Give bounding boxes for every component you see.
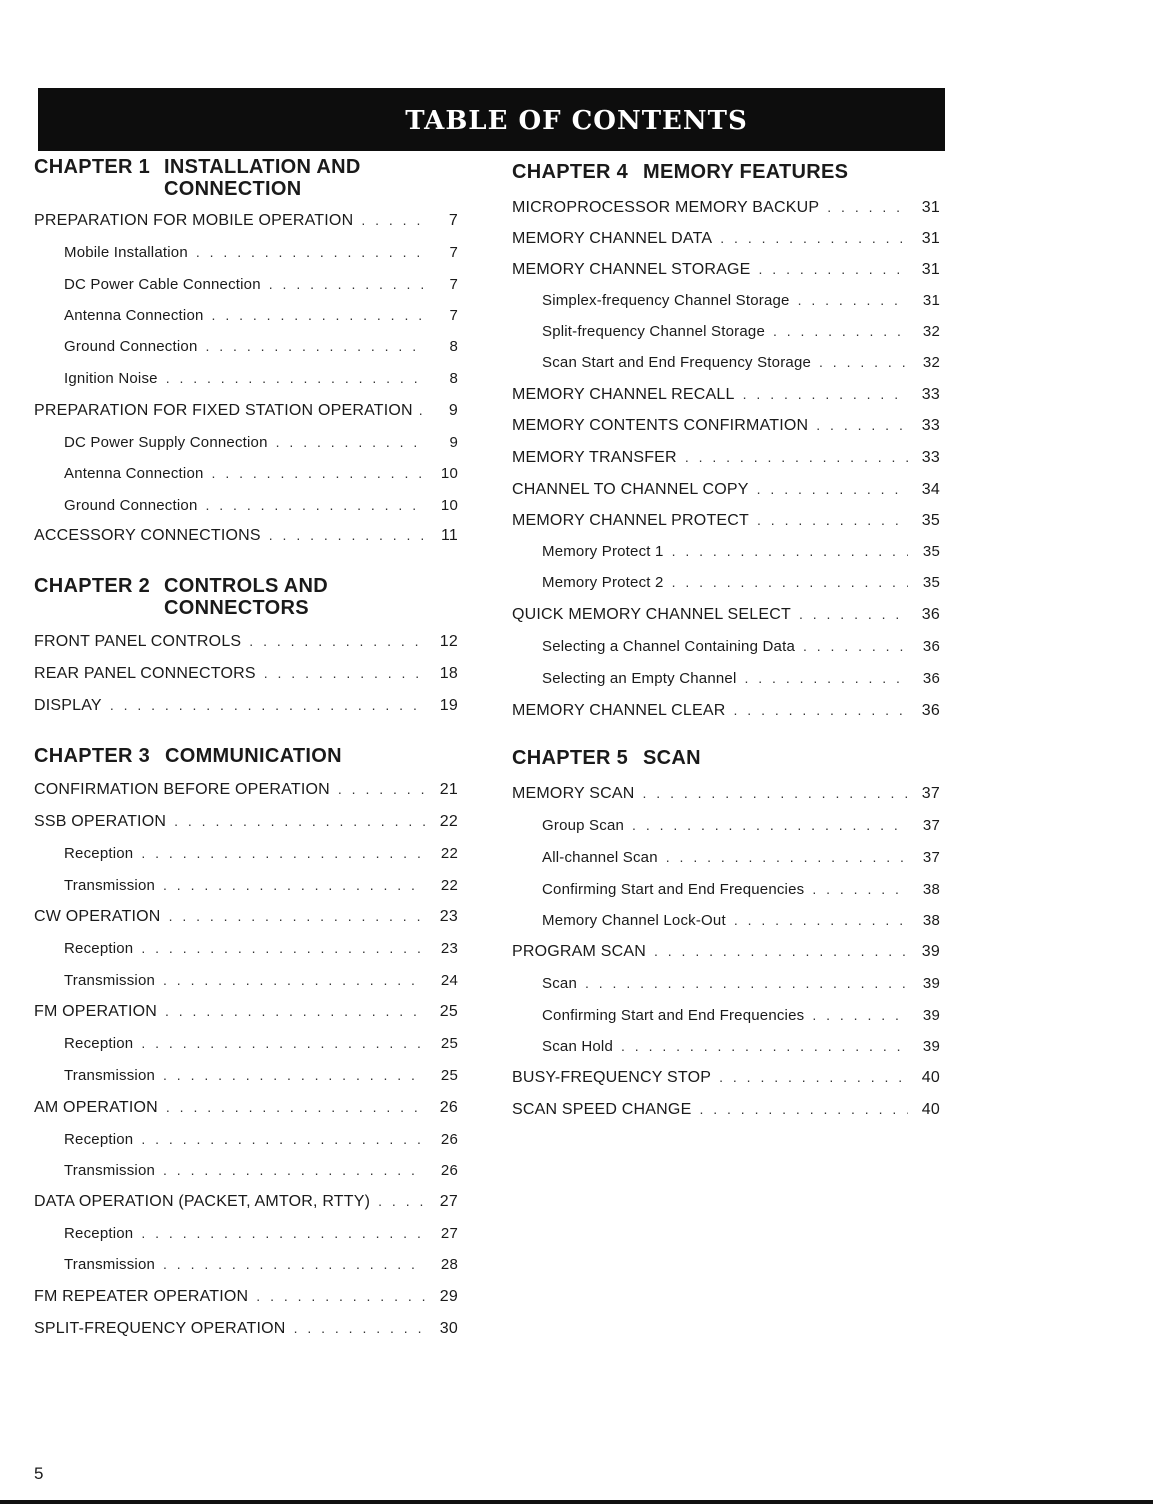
- toc-entry[interactable]: [34, 210, 458, 231]
- toc-subentry[interactable]: [512, 815, 940, 836]
- entry-title: Simplex-frequency Channel Storage: [542, 292, 790, 309]
- entry-title: MEMORY CONTENTS CONFIRMATION: [512, 417, 809, 434]
- entry-page: 39: [922, 1038, 940, 1055]
- toc-subentry[interactable]: [512, 541, 940, 562]
- toc-subentry[interactable]: [512, 352, 940, 373]
- entry-page: 7: [448, 212, 458, 229]
- entry-page: 37: [922, 817, 940, 834]
- entry-page: 36: [922, 638, 940, 655]
- entry-title: FRONT PANEL CONTROLS: [34, 633, 242, 650]
- entry-title: MEMORY CHANNEL PROTECT: [512, 512, 750, 529]
- toc-entry[interactable]: [512, 700, 940, 721]
- entry-page: 36: [921, 702, 940, 719]
- entry-page: 9: [449, 434, 458, 451]
- entry-title: MEMORY CHANNEL CLEAR: [512, 702, 726, 719]
- chapter-5-heading[interactable]: [512, 747, 940, 769]
- entry-title: Memory Protect 2: [542, 574, 664, 591]
- toc-entry[interactable]: [34, 811, 458, 832]
- footer-rule: [0, 1500, 1153, 1504]
- entry-title: CONFIRMATION BEFORE OPERATION: [34, 781, 330, 798]
- entry-title: BUSY-FREQUENCY STOP: [512, 1069, 712, 1086]
- entry-page: 39: [921, 943, 940, 960]
- entry-title: Transmission: [64, 877, 156, 894]
- toc-entry[interactable]: [512, 783, 940, 804]
- entry-title: DISPLAY: [34, 697, 102, 714]
- entry-page: 40: [921, 1101, 940, 1118]
- entry-page: 9: [448, 402, 458, 419]
- entry-page: 7: [449, 276, 458, 293]
- toc-entry[interactable]: [512, 228, 940, 249]
- toc-subentry[interactable]: [34, 875, 458, 896]
- entry-title: SPLIT-FREQUENCY OPERATION: [34, 1320, 286, 1337]
- entry-page: 25: [439, 1003, 458, 1020]
- toc-entry[interactable]: [512, 384, 940, 405]
- entry-title: DC Power Supply Connection: [64, 434, 268, 451]
- entry-page: 39: [922, 975, 940, 992]
- toc-subentry[interactable]: [34, 336, 458, 357]
- entry-title: Selecting a Channel Containing Data: [542, 638, 795, 655]
- entry-title: Reception: [64, 940, 134, 957]
- toc-entry[interactable]: [512, 479, 940, 500]
- entry-page: 39: [922, 1007, 940, 1024]
- entry-title: SCAN SPEED CHANGE: [512, 1101, 692, 1118]
- entry-title: Split-frequency Channel Storage: [542, 323, 765, 340]
- chapter-number: CHAPTER 2: [34, 575, 151, 597]
- entry-title: MEMORY TRANSFER: [512, 449, 677, 466]
- toc-entry[interactable]: [512, 447, 940, 468]
- entry-title: CHANNEL TO CHANNEL COPY: [512, 481, 749, 498]
- toc-entry[interactable]: [512, 1067, 940, 1088]
- entry-page: 22: [440, 845, 458, 862]
- toc-entry[interactable]: [34, 400, 458, 421]
- entry-page: 21: [439, 781, 458, 798]
- toc-entry[interactable]: [512, 510, 940, 531]
- entry-page: 30: [439, 1320, 458, 1337]
- toc-entry[interactable]: [34, 1001, 458, 1022]
- entry-page: 36: [922, 670, 940, 687]
- toc-subentry[interactable]: [34, 938, 458, 959]
- entry-page: 27: [439, 1193, 458, 1210]
- entry-title: Confirming Start and End Frequencies: [542, 881, 805, 898]
- entry-title: Antenna Connection: [64, 307, 204, 324]
- chapter-title: COMMUNICATION: [165, 745, 342, 767]
- toc-entry[interactable]: [512, 604, 940, 625]
- entry-title: REAR PANEL CONNECTORS: [34, 665, 256, 682]
- entry-page: 34: [921, 481, 940, 498]
- entry-page: 26: [439, 1099, 458, 1116]
- entry-title: Group Scan: [542, 817, 625, 834]
- entry-title: Confirming Start and End Frequencies: [542, 1007, 805, 1024]
- toc-entry[interactable]: [512, 415, 940, 436]
- toc-entry[interactable]: [34, 663, 458, 684]
- entry-title: All-channel Scan: [542, 849, 658, 866]
- toc-subentry[interactable]: [512, 847, 940, 868]
- entry-title: CW OPERATION: [34, 908, 161, 925]
- toc-entry[interactable]: [34, 631, 458, 652]
- toc-subentry[interactable]: [34, 463, 458, 484]
- entry-title: DATA OPERATION (PACKET, AMTOR, RTTY): [34, 1193, 371, 1210]
- toc-subentry[interactable]: [34, 305, 458, 326]
- entry-page: 31: [922, 292, 940, 309]
- chapter-number: CHAPTER 1: [34, 156, 151, 178]
- entry-title: Scan Hold: [542, 1038, 614, 1055]
- entry-title: Ground Connection: [64, 497, 198, 514]
- toc-entry[interactable]: [34, 779, 458, 800]
- toc-entry[interactable]: [34, 1097, 458, 1118]
- entry-page: 12: [439, 633, 458, 650]
- toc-entry[interactable]: [512, 197, 940, 218]
- entry-page: 31: [921, 230, 940, 247]
- entry-page: 28: [440, 1256, 458, 1273]
- entry-title: Mobile Installation: [64, 244, 188, 261]
- toc-entry[interactable]: [34, 1286, 458, 1307]
- entry-page: 8: [449, 370, 458, 387]
- entry-page: 23: [440, 940, 458, 957]
- entry-page: 22: [439, 813, 458, 830]
- toc-subentry[interactable]: [34, 1129, 458, 1150]
- toc-subentry[interactable]: [34, 495, 458, 516]
- entry-title: Reception: [64, 845, 134, 862]
- toc-subentry[interactable]: [34, 1033, 458, 1054]
- entry-page: 26: [440, 1131, 458, 1148]
- toc-subentry[interactable]: [512, 636, 940, 657]
- entry-title: PREPARATION FOR MOBILE OPERATION: [34, 212, 354, 229]
- chapter-2-heading[interactable]: [34, 575, 458, 619]
- entry-page: 31: [921, 261, 940, 278]
- toc-subentry[interactable]: [512, 910, 940, 931]
- entry-title: Transmission: [64, 972, 156, 989]
- chapter-number: CHAPTER 3: [34, 745, 151, 767]
- toc-subentry[interactable]: [512, 973, 940, 994]
- entry-page: 19: [439, 697, 458, 714]
- chapter-1-heading[interactable]: [34, 156, 458, 200]
- chapter-title-continued: CONNECTION: [164, 178, 302, 200]
- entry-title: FM OPERATION: [34, 1003, 157, 1020]
- page-number: 5: [34, 1464, 44, 1483]
- entry-page: 7: [449, 307, 458, 324]
- toc-entry[interactable]: [34, 1318, 458, 1339]
- toc-subentry[interactable]: [512, 290, 940, 311]
- toc-subentry[interactable]: [34, 368, 458, 389]
- entry-page: 33: [921, 386, 940, 403]
- entry-title: AM OPERATION: [34, 1099, 158, 1116]
- entry-title: Reception: [64, 1225, 134, 1242]
- toc-subentry[interactable]: [34, 970, 458, 991]
- entry-page: 35: [922, 543, 940, 560]
- entry-title: MEMORY SCAN: [512, 785, 635, 802]
- toc-entry[interactable]: [512, 259, 940, 280]
- entry-page: 38: [922, 881, 940, 898]
- entry-page: 29: [439, 1288, 458, 1305]
- entry-page: 18: [439, 665, 458, 682]
- toc-entry[interactable]: [34, 695, 458, 716]
- entry-page: 27: [440, 1225, 458, 1242]
- entry-page: 26: [440, 1162, 458, 1179]
- chapter-title: INSTALLATION AND: [164, 156, 361, 178]
- chapter-title-continued: CONNECTORS: [164, 597, 309, 619]
- toc-subentry[interactable]: [34, 1065, 458, 1086]
- entry-page: 33: [921, 417, 940, 434]
- entry-title: Ground Connection: [64, 338, 198, 355]
- entry-title: SSB OPERATION: [34, 813, 167, 830]
- entry-page: 38: [922, 912, 940, 929]
- entry-title: MICROPROCESSOR MEMORY BACKUP: [512, 199, 820, 216]
- toc-subentry[interactable]: [512, 879, 940, 900]
- toc-subentry[interactable]: [512, 1036, 940, 1057]
- entry-title: DC Power Cable Connection: [64, 276, 261, 293]
- entry-title: Transmission: [64, 1256, 156, 1273]
- entry-page: 32: [922, 323, 940, 340]
- toc-subentry[interactable]: [34, 843, 458, 864]
- entry-title: Memory Channel Lock-Out: [542, 912, 726, 929]
- entry-page: 31: [921, 199, 940, 216]
- toc-subentry[interactable]: [34, 1254, 458, 1275]
- chapter-number: CHAPTER 4: [512, 161, 629, 183]
- toc-entry[interactable]: [34, 525, 458, 546]
- toc-subentry[interactable]: [512, 668, 940, 689]
- chapter-3-heading[interactable]: [34, 745, 458, 767]
- entry-page: 11: [440, 527, 458, 544]
- entry-page: 7: [449, 244, 458, 261]
- entry-title: MEMORY CHANNEL DATA: [512, 230, 713, 247]
- toc-subentry[interactable]: [34, 1223, 458, 1244]
- entry-page: 37: [921, 785, 940, 802]
- entry-page: 25: [440, 1035, 458, 1052]
- entry-page: 35: [921, 512, 940, 529]
- toc-entry[interactable]: [512, 1099, 940, 1120]
- toc-entry[interactable]: [34, 906, 458, 927]
- chapter-title: SCAN: [643, 747, 701, 769]
- entry-page: 37: [922, 849, 940, 866]
- entry-title: Memory Protect 1: [542, 543, 664, 560]
- toc-entry[interactable]: [34, 1191, 458, 1212]
- entry-page: 10: [440, 465, 458, 482]
- entry-title: Scan Start and End Frequency Storage: [542, 354, 812, 371]
- chapter-title: MEMORY FEATURES: [643, 161, 849, 183]
- toc-subentry[interactable]: [34, 274, 458, 295]
- chapter-4-heading[interactable]: [512, 161, 940, 183]
- toc-subentry[interactable]: [34, 1160, 458, 1181]
- chapter-number: CHAPTER 5: [512, 747, 629, 769]
- toc-subentry[interactable]: [512, 572, 940, 593]
- entry-page: 8: [449, 338, 458, 355]
- toc-subentry[interactable]: [512, 1005, 940, 1026]
- entry-title: Ignition Noise: [64, 370, 158, 387]
- entry-page: 40: [921, 1069, 940, 1086]
- entry-page: 36: [921, 606, 940, 623]
- entry-title: ACCESSORY CONNECTIONS: [34, 527, 261, 544]
- toc-subentry[interactable]: [512, 321, 940, 342]
- entry-page: 22: [440, 877, 458, 894]
- entry-title: Scan: [542, 975, 577, 992]
- entry-title: PROGRAM SCAN: [512, 943, 646, 960]
- toc-subentry[interactable]: [34, 432, 458, 453]
- entry-title: Selecting an Empty Channel: [542, 670, 737, 687]
- entry-title: Reception: [64, 1035, 134, 1052]
- entry-title: FM REPEATER OPERATION: [34, 1288, 249, 1305]
- page-title: TABLE OF CONTENTS: [405, 106, 748, 136]
- entry-title: Antenna Connection: [64, 465, 204, 482]
- chapter-title: CONTROLS AND: [164, 575, 328, 597]
- entry-title: PREPARATION FOR FIXED STATION OPERATION: [34, 402, 413, 419]
- entry-title: Transmission: [64, 1162, 156, 1179]
- entry-page: 25: [440, 1067, 458, 1084]
- entry-page: 24: [440, 972, 458, 989]
- entry-title: MEMORY CHANNEL RECALL: [512, 386, 735, 403]
- entry-page: 35: [922, 574, 940, 591]
- toc-subentry[interactable]: [34, 242, 458, 263]
- entry-page: 23: [439, 908, 458, 925]
- entry-page: 32: [922, 354, 940, 371]
- entry-title: Transmission: [64, 1067, 156, 1084]
- entry-title: QUICK MEMORY CHANNEL SELECT: [512, 606, 791, 623]
- entry-title: Reception: [64, 1131, 134, 1148]
- entry-page: 10: [440, 497, 458, 514]
- entry-page: 33: [921, 449, 940, 466]
- toc-entry[interactable]: [512, 941, 940, 962]
- entry-title: MEMORY CHANNEL STORAGE: [512, 261, 751, 278]
